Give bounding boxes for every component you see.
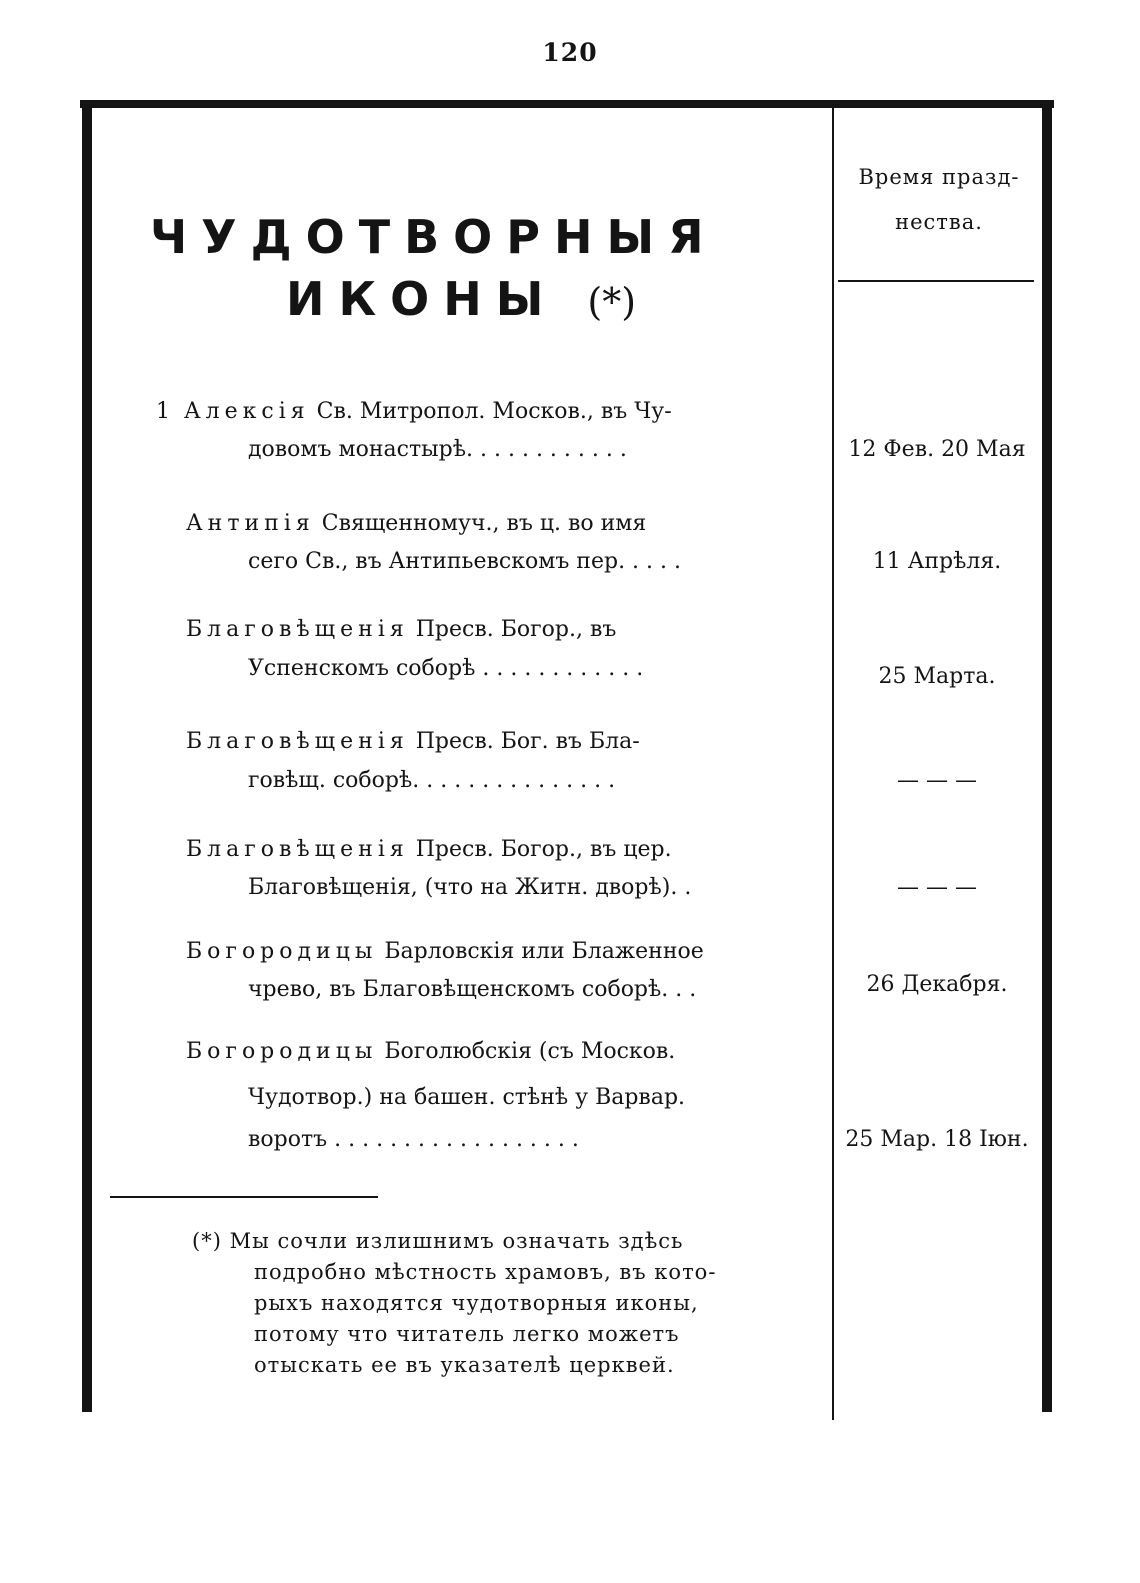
date-column-header-line1: Время празд-: [858, 165, 1020, 189]
frame-left-border: [82, 100, 92, 1412]
entry-6-date: 26 Декабря.: [866, 972, 1008, 997]
footnote-line5: отыскать ее въ указателѣ церквей.: [254, 1353, 675, 1377]
frame-right-border: [1042, 100, 1052, 1412]
entry-text: Пресв. Богор., въ: [415, 617, 617, 642]
entry-text: Св. Митропол. Москов., въ Чу-: [316, 399, 672, 424]
footnote-line4: потому что читатель легко можетъ: [254, 1322, 680, 1346]
entry-4-date: — — —: [897, 768, 977, 793]
entry-text: Боголюбскія (съ Москов.: [384, 1039, 676, 1064]
footnote-text: Мы сочли излишнимъ означать здѣсь: [229, 1229, 684, 1253]
date-column-header-line2: нества.: [895, 210, 983, 234]
entry-7-line1: [186, 1037, 675, 1067]
entry-6-line2: чрево, въ Благовѣщенскомъ соборѣ. . .: [248, 977, 697, 1002]
entry-2-date: 11 Апрѣля.: [872, 549, 1002, 574]
footnote-rule: [110, 1196, 378, 1198]
entry-5-line1: [186, 835, 672, 865]
title-footnote-mark: (*): [587, 280, 637, 324]
entry-5-line2: Благовѣщенія, (что на Житн. дворѣ). .: [248, 875, 692, 900]
entry-3-date: 25 Марта.: [878, 664, 996, 689]
entry-text: Священномуч., въ ц. во имя: [321, 511, 647, 536]
entry-4-line2: говѣщ. соборѣ. . . . . . . . . . . . . . .: [248, 768, 616, 793]
page-number: 120: [542, 38, 598, 67]
entry-6-line1: [186, 937, 704, 967]
entry-7-date: 25 Мар. 18 Іюн.: [845, 1127, 1029, 1152]
entry-name: Алексія: [184, 399, 310, 424]
entry-name: Антипія: [186, 511, 315, 536]
entry-text: Пресв. Бог. въ Бла-: [415, 729, 640, 754]
entry-2-line2: сего Св., въ Антипьевскомъ пер. . . . .: [248, 549, 682, 574]
title-line2-text: ИКОНЫ: [286, 272, 558, 326]
entry-name: Благовѣщенія: [186, 837, 409, 862]
footnote-line2: подробно мѣстность храмовъ, въ кото-: [254, 1260, 717, 1284]
frame-top-border: [80, 100, 1054, 108]
entry-text: Пресв. Богор., въ цер.: [415, 837, 672, 862]
entry-name: Благовѣщенія: [186, 617, 409, 642]
entry-1-date: 12 Фев. 20 Мая: [848, 437, 1026, 462]
entry-name: Богородицы: [186, 939, 378, 964]
date-column-header: [836, 155, 1042, 245]
entry-7-line2: Чудотвор.) на башен. стѣнѣ у Варвар.: [248, 1085, 686, 1110]
entry-1-line2: довомъ монастырѣ. . . . . . . . . . . .: [248, 437, 627, 462]
entry-5-date: — — —: [897, 875, 977, 900]
entry-2-line1: [186, 509, 646, 539]
entry-3-line2: Успенскомъ соборѣ . . . . . . . . . . . .: [248, 656, 644, 681]
entry-4-line1: [186, 727, 640, 757]
entry-name: Богородицы: [186, 1039, 378, 1064]
title-line1: ЧУДОТВОРНЫЯ: [150, 210, 718, 264]
footnote-mark: (*): [192, 1229, 222, 1253]
entry-text: Барловскія или Блаженное: [384, 939, 704, 964]
title-line2: [286, 272, 936, 326]
entry-name: Благовѣщенія: [186, 729, 409, 754]
footnote-line3: рыхъ находятся чудотворныя иконы,: [254, 1291, 699, 1315]
entry-3-line1: [186, 615, 616, 645]
footnote-line1: [192, 1226, 683, 1257]
entry-7-line3: воротъ . . . . . . . . . . . . . . . . . .: [248, 1127, 579, 1152]
entry-number: 1: [156, 399, 170, 424]
entry-1-line1: [156, 397, 672, 427]
